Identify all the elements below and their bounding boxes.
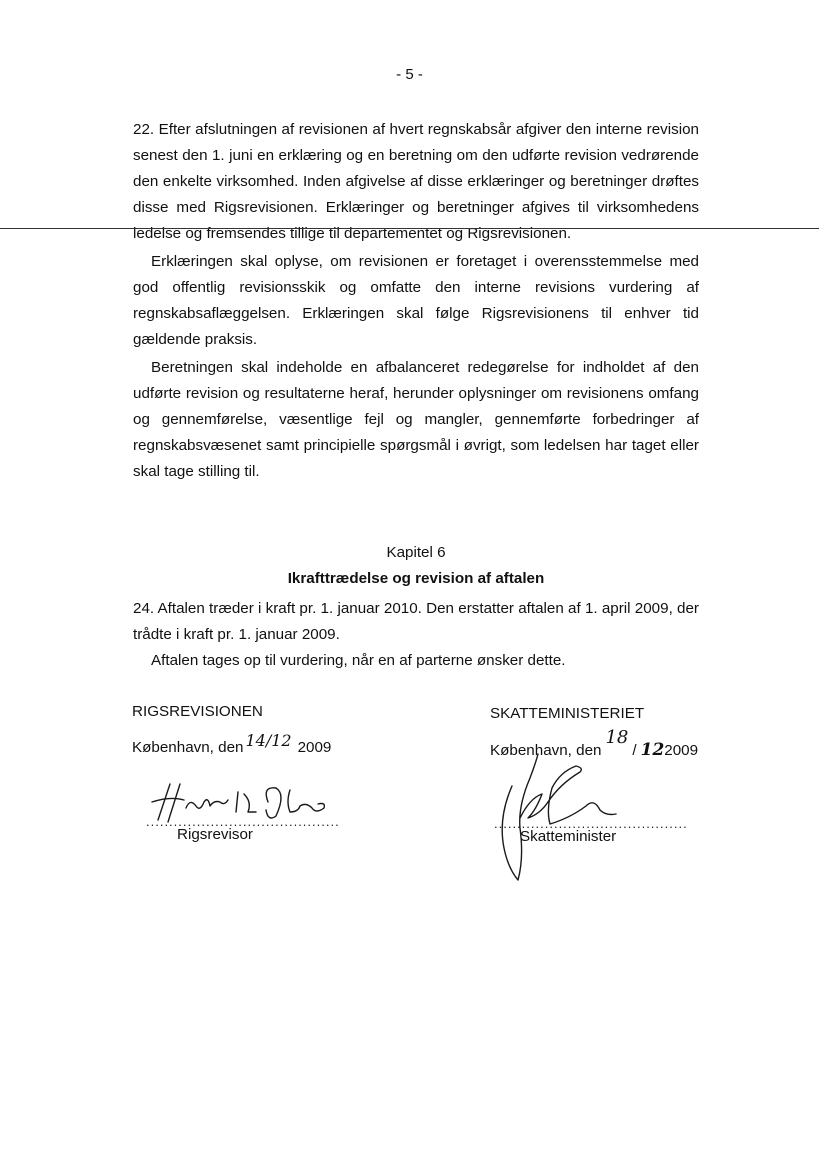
paragraph-22-erklaering: Erklæringen skal oplyse, om revisionen er foretaget i overensstemmelse med god offentlig revisionsskik og omfatte den interne revisions vurdering af regnskabsaflæggelsen. Erklæringen skal følge Rigsrevisionens til enhver tid gældende praksis.	[133, 253, 699, 348]
left-year: 2009	[297, 739, 332, 756]
chapter-title: Ikrafttrædelse og revision af aftalen	[287, 570, 545, 587]
right-org-name: SKATTEMINISTERIET	[490, 705, 645, 722]
left-date-line	[132, 731, 332, 756]
paragraph-24: 24. Aftalen træder i kraft pr. 1. januar 2010. Den erstatter aftalen af 1. april 2009, der trådte i kraft pr. 1. januar 2009.	[133, 600, 699, 643]
paragraph-22: 22. Efter afslutningen af revisionen af hvert regnskabsår afgiver den interne revision senest den 1. juni en erklæring og en beretning om den udførte revision vedrørende den enkelte virksomhed. Inden afgivelse af disse erklæringer og beretninger drøftes disse med Rigsrevisionen. Erklæringer og beretninger afgives til virksomhedens ledelse og fremsendes tillige til departementet og Rigsrevisionen.	[133, 121, 699, 242]
left-org-name: RIGSREVISIONEN	[132, 703, 263, 720]
left-signature-line: ..........................................	[146, 814, 340, 829]
chapter-label: Kapitel 6	[386, 544, 446, 561]
horizontal-rule	[0, 228, 819, 229]
right-slash: /	[632, 742, 637, 759]
right-signature-line: ..........................................	[494, 816, 688, 831]
right-role: Skatteminister	[520, 828, 617, 845]
right-place-prefix: København, den	[490, 742, 602, 759]
paragraph-22-beretning: Beretningen skal indeholde en afbalanceret redegørelse for indholdet af den udførte revision og resultaterne heraf, herunder oplysninger om revisionens omfang og gennemførelse, væsentlige fejl og mangler, gennemførte forbedringer af regnskabsvæsenet samt principielle spørgsmål i øvrigt, som ledelsen har taget eller skal tage stilling til.	[133, 359, 699, 480]
left-handwritten-date: 14/12	[245, 731, 292, 750]
left-role: Rigsrevisor	[177, 826, 253, 843]
page-number: - 5 -	[396, 66, 423, 83]
right-year: 2009	[664, 742, 699, 759]
right-handwritten-day: 18	[605, 727, 629, 748]
left-place-prefix: København, den	[132, 739, 244, 756]
paragraph-24-review: Aftalen tages op til vurdering, når en af parterne ønsker dette.	[151, 652, 566, 669]
right-handwritten-month: 12	[640, 740, 665, 760]
